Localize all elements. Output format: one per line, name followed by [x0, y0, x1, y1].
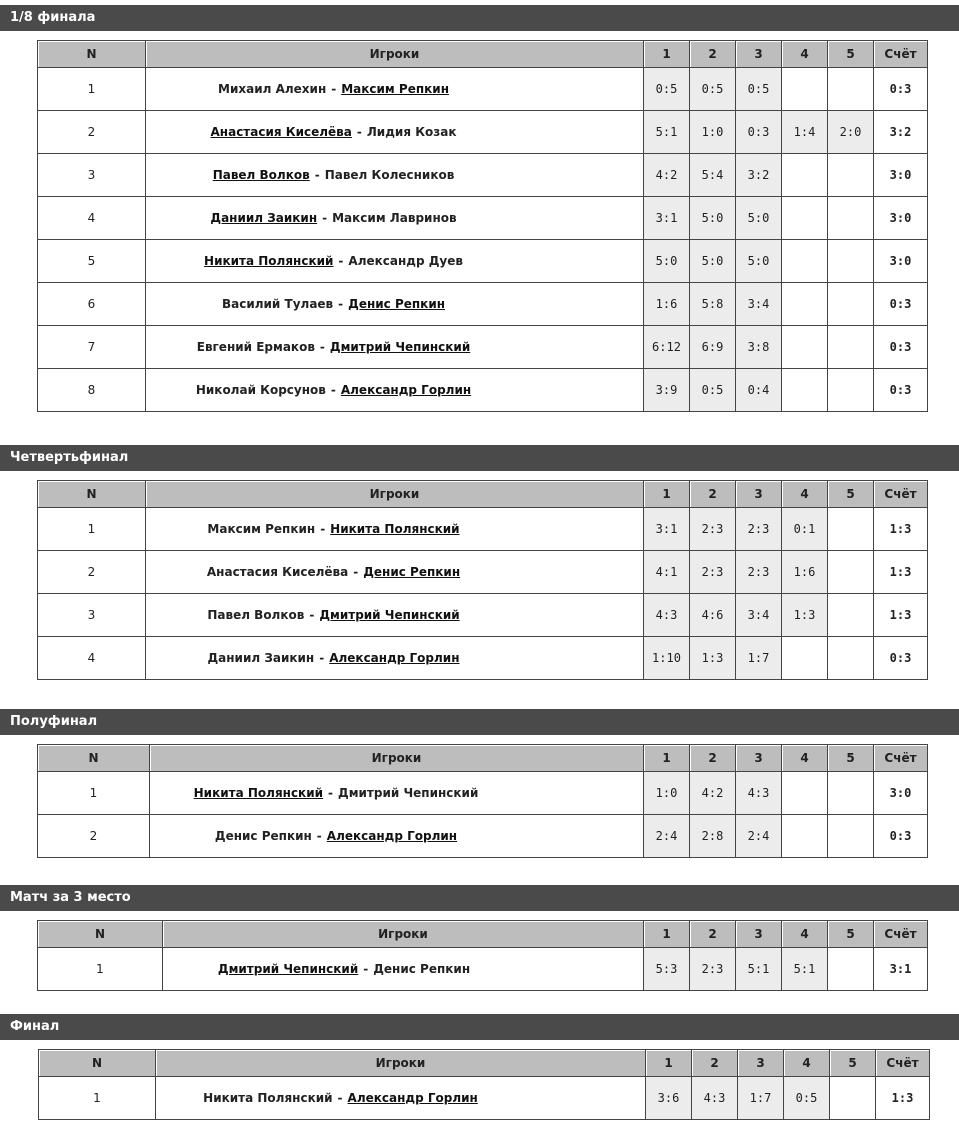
match-players [146, 111, 644, 154]
col-header-set-4: 4 [782, 921, 828, 948]
match-players [156, 1077, 646, 1120]
col-header-score: Счёт [874, 921, 928, 948]
set-score-4: 5:1 [782, 948, 828, 991]
player-2: Дмитрий Чепинский [338, 786, 479, 800]
set-score-3: 0:3 [736, 111, 782, 154]
match-players [146, 551, 644, 594]
set-score-2: 2:8 [690, 815, 736, 858]
set-score-5 [828, 240, 874, 283]
set-score-2: 2:3 [690, 508, 736, 551]
match-row [38, 815, 928, 858]
player-separator: - [338, 297, 344, 311]
match-score: 0:3 [874, 815, 928, 858]
player-2-link[interactable]: Александр Горлин [329, 651, 460, 665]
match-number: 2 [38, 111, 146, 154]
set-score-3: 0:4 [736, 369, 782, 412]
set-score-5 [828, 68, 874, 111]
match-row [38, 111, 928, 154]
set-score-2: 4:2 [690, 772, 736, 815]
set-score-2: 5:4 [690, 154, 736, 197]
player-separator: - [322, 211, 328, 225]
match-score: 3:0 [874, 240, 928, 283]
match-row [38, 240, 928, 283]
col-header-players: Игроки [146, 41, 644, 68]
match-number: 4 [38, 197, 146, 240]
match-row [39, 1077, 930, 1120]
set-score-2: 1:3 [690, 637, 736, 680]
match-players [150, 815, 644, 858]
match-score: 3:0 [874, 197, 928, 240]
match-score: 3:0 [874, 154, 928, 197]
match-number: 1 [38, 68, 146, 111]
section-title: Полуфинал [0, 709, 959, 735]
set-score-4 [782, 283, 828, 326]
section-0 [0, 5, 959, 397]
set-score-3: 5:1 [736, 948, 782, 991]
player-2: Максим Лавринов [332, 211, 457, 225]
set-score-3: 1:7 [738, 1077, 784, 1120]
match-players [146, 68, 644, 111]
set-score-5 [828, 197, 874, 240]
set-score-3: 5:0 [736, 240, 782, 283]
header-row [38, 41, 928, 68]
set-score-2: 5:8 [690, 283, 736, 326]
section-title: 1/8 финала [0, 5, 959, 31]
set-score-3: 3:2 [736, 154, 782, 197]
match-players [146, 283, 644, 326]
match-number: 3 [38, 154, 146, 197]
player-2: Лидия Козак [366, 125, 457, 139]
set-score-2: 2:3 [690, 948, 736, 991]
player-2-link[interactable]: Никита Полянский [330, 522, 460, 536]
header-row [38, 921, 928, 948]
col-header-n: N [38, 41, 146, 68]
set-score-2: 0:5 [690, 68, 736, 111]
set-score-4 [782, 154, 828, 197]
match-number: 2 [38, 815, 150, 858]
set-score-3: 3:4 [736, 594, 782, 637]
match-number: 8 [38, 369, 146, 412]
player-separator: - [353, 565, 359, 579]
player-separator: - [316, 829, 322, 843]
match-row [38, 551, 928, 594]
set-score-4 [782, 637, 828, 680]
match-score: 3:2 [874, 111, 928, 154]
match-number: 1 [38, 772, 150, 815]
col-header-score: Счёт [874, 41, 928, 68]
set-score-4: 1:6 [782, 551, 828, 594]
player-2-link[interactable]: Александр Горлин [326, 829, 458, 843]
player-separator: - [363, 962, 369, 976]
col-header-players: Игроки [150, 745, 644, 772]
set-score-4 [782, 240, 828, 283]
set-score-1: 5:1 [644, 111, 690, 154]
set-score-5 [828, 154, 874, 197]
col-header-score: Счёт [876, 1050, 930, 1077]
col-header-set-2: 2 [690, 41, 736, 68]
player-separator: - [328, 786, 334, 800]
results-table [37, 744, 928, 858]
set-score-5 [828, 815, 874, 858]
set-score-5 [828, 637, 874, 680]
col-header-set-2: 2 [692, 1050, 738, 1077]
col-header-set-3: 3 [736, 481, 782, 508]
set-score-1: 3:9 [644, 369, 690, 412]
match-players [146, 154, 644, 197]
player-2-link[interactable]: Александр Горлин [347, 1091, 478, 1105]
set-score-1: 0:5 [644, 68, 690, 111]
section-title: Финал [0, 1014, 959, 1040]
section-4 [0, 1014, 959, 1105]
player-1: Василий Тулаев [221, 297, 334, 311]
player-2: Денис Репкин [373, 962, 471, 976]
player-1: Анастасия Киселёва [206, 565, 349, 579]
match-players [146, 240, 644, 283]
match-score: 0:3 [874, 369, 928, 412]
match-row [38, 197, 928, 240]
col-header-set-2: 2 [690, 921, 736, 948]
col-header-players: Игроки [156, 1050, 646, 1077]
col-header-set-4: 4 [782, 41, 828, 68]
col-header-players: Игроки [163, 921, 644, 948]
col-header-set-2: 2 [690, 481, 736, 508]
player-1-link[interactable]: Дмитрий Чепинский [217, 962, 359, 976]
player-1: Даниил Заикин [207, 651, 315, 665]
set-score-5 [828, 283, 874, 326]
set-score-1: 4:1 [644, 551, 690, 594]
match-row [38, 594, 928, 637]
set-score-1: 6:12 [644, 326, 690, 369]
col-header-set-1: 1 [644, 921, 690, 948]
set-score-4: 1:3 [782, 594, 828, 637]
set-score-2: 6:9 [690, 326, 736, 369]
set-score-3: 2:4 [736, 815, 782, 858]
match-row [38, 772, 928, 815]
player-2-link[interactable]: Денис Репкин [348, 297, 446, 311]
player-separator: - [356, 125, 362, 139]
match-row [38, 369, 928, 412]
match-row [38, 283, 928, 326]
set-score-3: 1:7 [736, 637, 782, 680]
set-score-1: 4:2 [644, 154, 690, 197]
match-score: 3:1 [874, 948, 928, 991]
player-separator: - [330, 383, 336, 397]
col-header-set-4: 4 [782, 745, 828, 772]
set-score-1: 3:6 [646, 1077, 692, 1120]
player-1: Павел Волков [207, 608, 305, 622]
player-2-link[interactable]: Максим Репкин [341, 82, 449, 96]
section-2 [0, 709, 959, 843]
set-score-1: 1:6 [644, 283, 690, 326]
col-header-set-5: 5 [828, 41, 874, 68]
set-score-4 [782, 68, 828, 111]
set-score-5 [828, 772, 874, 815]
set-score-5 [828, 551, 874, 594]
results-table [38, 1049, 930, 1120]
match-score: 1:3 [876, 1077, 930, 1120]
match-number: 7 [38, 326, 146, 369]
match-row [38, 948, 928, 991]
player-2: Александр Дуев [348, 254, 463, 268]
match-row [38, 68, 928, 111]
section-1 [0, 445, 959, 665]
match-score: 3:0 [874, 772, 928, 815]
player-2-link[interactable]: Дмитрий Чепинский [329, 340, 471, 354]
col-header-score: Счёт [874, 745, 928, 772]
set-score-5 [828, 508, 874, 551]
col-header-set-5: 5 [828, 481, 874, 508]
match-number: 3 [38, 594, 146, 637]
set-score-3: 4:3 [736, 772, 782, 815]
set-score-1: 5:0 [644, 240, 690, 283]
col-header-score: Счёт [874, 481, 928, 508]
match-score: 1:3 [874, 551, 928, 594]
section-title: Четвертьфинал [0, 445, 959, 471]
match-players [146, 594, 644, 637]
player-separator: - [309, 608, 315, 622]
set-score-2: 5:0 [690, 197, 736, 240]
set-score-3: 2:3 [736, 508, 782, 551]
set-score-1: 4:3 [644, 594, 690, 637]
col-header-set-5: 5 [828, 745, 874, 772]
set-score-2: 4:6 [690, 594, 736, 637]
col-header-set-1: 1 [646, 1050, 692, 1077]
player-1: Евгений Ермаков [196, 340, 315, 354]
set-score-1: 2:4 [644, 815, 690, 858]
match-score: 1:3 [874, 508, 928, 551]
match-score: 0:3 [874, 283, 928, 326]
set-score-3: 5:0 [736, 197, 782, 240]
col-header-n: N [38, 481, 146, 508]
set-score-2: 4:3 [692, 1077, 738, 1120]
col-header-set-5: 5 [830, 1050, 876, 1077]
match-score: 0:3 [874, 68, 928, 111]
player-separator: - [338, 254, 344, 268]
set-score-2: 1:0 [690, 111, 736, 154]
section-3 [0, 885, 959, 976]
col-header-set-5: 5 [828, 921, 874, 948]
set-score-3: 2:3 [736, 551, 782, 594]
match-row [38, 637, 928, 680]
player-2: Павел Колесников [324, 168, 455, 182]
match-number: 1 [38, 948, 163, 991]
match-players [146, 326, 644, 369]
col-header-set-3: 3 [736, 921, 782, 948]
set-score-5 [828, 326, 874, 369]
set-score-1: 1:0 [644, 772, 690, 815]
header-row [39, 1050, 930, 1077]
set-score-5: 2:0 [828, 111, 874, 154]
set-score-5 [828, 948, 874, 991]
set-score-4 [782, 369, 828, 412]
set-score-1: 3:1 [644, 197, 690, 240]
header-row [38, 745, 928, 772]
player-1-link[interactable]: Павел Волков [212, 168, 310, 182]
results-table [37, 40, 928, 412]
set-score-2: 0:5 [690, 369, 736, 412]
set-score-4 [782, 326, 828, 369]
match-number: 6 [38, 283, 146, 326]
results-table [37, 480, 928, 680]
match-number: 4 [38, 637, 146, 680]
col-header-n: N [38, 921, 163, 948]
col-header-set-4: 4 [784, 1050, 830, 1077]
match-score: 0:3 [874, 637, 928, 680]
player-2-link[interactable]: Дмитрий Чепинский [319, 608, 460, 622]
set-score-4: 1:4 [782, 111, 828, 154]
set-score-3: 3:8 [736, 326, 782, 369]
match-number: 5 [38, 240, 146, 283]
match-row [38, 326, 928, 369]
player-separator: - [331, 82, 337, 96]
set-score-1: 3:1 [644, 508, 690, 551]
match-score: 0:3 [874, 326, 928, 369]
col-header-set-2: 2 [690, 745, 736, 772]
player-separator: - [314, 168, 320, 182]
match-number: 1 [38, 508, 146, 551]
set-score-2: 2:3 [690, 551, 736, 594]
match-players [150, 772, 644, 815]
match-number: 1 [39, 1077, 156, 1120]
set-score-5 [828, 369, 874, 412]
player-1-link[interactable]: Анастасия Киселёва [210, 125, 352, 139]
player-1: Максим Репкин [207, 522, 316, 536]
match-players [146, 197, 644, 240]
player-1: Николай Корсунов [195, 383, 326, 397]
set-score-4 [782, 197, 828, 240]
col-header-set-3: 3 [736, 41, 782, 68]
set-score-4: 0:1 [782, 508, 828, 551]
player-1: Михаил Алехин [218, 82, 327, 96]
set-score-5 [828, 594, 874, 637]
set-score-1: 5:3 [644, 948, 690, 991]
section-title: Матч за 3 место [0, 885, 959, 911]
results-table [37, 920, 928, 991]
set-score-1: 1:10 [644, 637, 690, 680]
set-score-3: 3:4 [736, 283, 782, 326]
player-1-link[interactable]: Никита Полянский [204, 254, 334, 268]
player-1-link[interactable]: Никита Полянский [193, 786, 324, 800]
col-header-set-1: 1 [644, 481, 690, 508]
player-1: Никита Полянский [203, 1091, 333, 1105]
col-header-set-1: 1 [644, 745, 690, 772]
player-separator: - [319, 340, 325, 354]
player-separator: - [319, 651, 325, 665]
set-score-5 [830, 1077, 876, 1120]
player-separator: - [320, 522, 326, 536]
set-score-4: 0:5 [784, 1077, 830, 1120]
col-header-n: N [38, 745, 150, 772]
match-players [146, 637, 644, 680]
set-score-2: 5:0 [690, 240, 736, 283]
player-2-link[interactable]: Александр Горлин [340, 383, 472, 397]
match-row [38, 508, 928, 551]
set-score-4 [782, 772, 828, 815]
player-separator: - [337, 1091, 343, 1105]
player-1-link[interactable]: Даниил Заикин [210, 211, 318, 225]
set-score-3: 0:5 [736, 68, 782, 111]
col-header-set-4: 4 [782, 481, 828, 508]
col-header-set-1: 1 [644, 41, 690, 68]
col-header-n: N [39, 1050, 156, 1077]
set-score-4 [782, 815, 828, 858]
match-players [146, 369, 644, 412]
match-score: 1:3 [874, 594, 928, 637]
match-players [163, 948, 644, 991]
match-players [146, 508, 644, 551]
col-header-players: Игроки [146, 481, 644, 508]
col-header-set-3: 3 [736, 745, 782, 772]
col-header-set-3: 3 [738, 1050, 784, 1077]
player-1: Денис Репкин [214, 829, 312, 843]
player-2-link[interactable]: Денис Репкин [363, 565, 461, 579]
match-number: 2 [38, 551, 146, 594]
match-row [38, 154, 928, 197]
header-row [38, 481, 928, 508]
